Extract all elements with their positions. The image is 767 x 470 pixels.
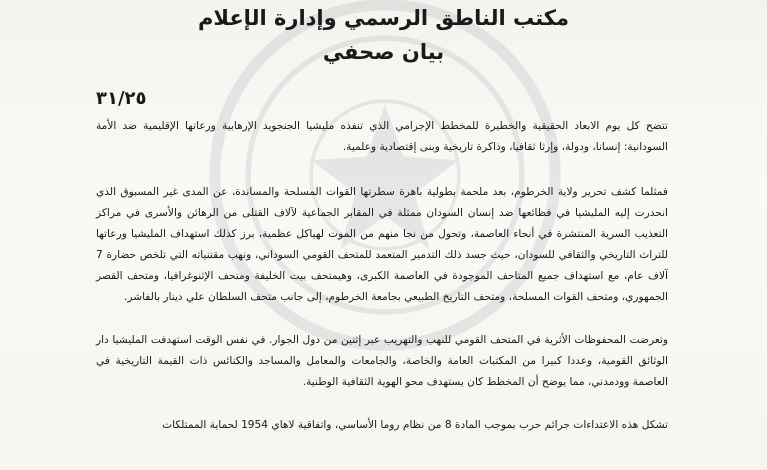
document-type-title: بيان صحفي — [322, 40, 445, 64]
paragraph-2: فمثلما كشف تحرير ولاية الخرطوم، بعد ملحمة بطولية باهرة سطرتها القوات المسلحة والمساندة، عن المدى غير المسبوق الذي انحدرت إليه المليشيا في فظائعها ضد إنسان السودان ممثلة في المقابر الجماعية لآلاف القتلى من الرهائن والأسرى في مراكز التعذيب السرية المنتشرة في أنحاء العاصمة، وتحول من نجا منهم من الموت لهياكل عظمية، برز كذلك استهداف المليشيا ورعاتها للتراث التاريخي والثقافي للسودان، حيث جسد ذلك التدمير المتعمد للمتحف القومي السوداني، ونهب مقتنياته التي تلخص حضارة 7 آلاف عام، مع استهداف جميع المتاحف الموجودة في العاصمة الكبرى، وهيمتحف بيت الخليفة ومتحف الإثنوغرافيا، ومتحف القصر الجمهوري، ومتحف القوات المسلحة، ومتحف التاريخ الطبيعي بجامعة الخرطوم، إلى جانب متحف السلطان علي دينار بالفاشر. — [96, 186, 668, 303]
statement-body — [96, 116, 668, 458]
letterhead — [0, 4, 767, 64]
paragraph-3: وتعرضت المحفوظات الأثرية في المتحف القومي للنهب والتهريب عبر إثنين من دول الجوار. في نفس الوقت استهدفت المليشيا دار الوثائق القومية، وعددا كبيرا من المكتبات العامة والخاصة، والجامعات والمعامل والمساجد والكنائس ذات القيمة التاريخية في العاصمة وودمدني، مما يوضح أن المخطط كان يستهدف محو الهوية الثقافية الوطنية. — [96, 334, 668, 388]
paragraph-4: تشكل هذه الاعتداءات جرائم حرب بموجب المادة 8 من نظام روما الأساسي، واتفاقية لاهاي 1954 لحماية الممتلكات — [162, 419, 668, 431]
paragraph-1: تتضح كل يوم الابعاد الحقيقية والخطيرة للمخطط الإجرامي الذي تنفذه مليشيا الجنجويد الإرهابية ورعاتها الإقليمية ضد الأمة السودانية: إنسانا، ودولة، وإرثا ثقافيا، وذاكرة تاريخية وبنى إقتصادية وعلمية. — [96, 120, 668, 153]
office-title: مكتب الناطق الرسمي وإدارة الإعلام — [198, 6, 569, 30]
document-number: ٣١/٢٥ — [96, 88, 147, 109]
